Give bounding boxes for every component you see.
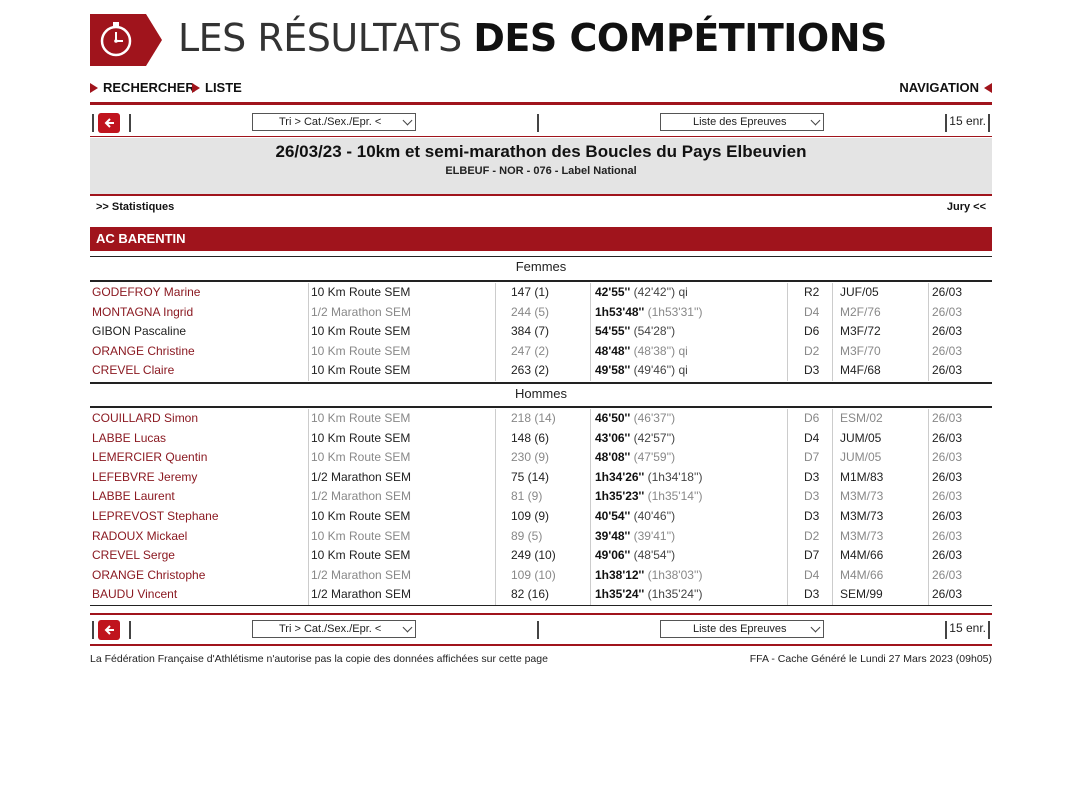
performance-time <box>595 429 675 448</box>
sort-select-value: Tri > Cat./Sex./Epr. < <box>279 116 382 128</box>
table-row <box>90 468 992 488</box>
athlete-name[interactable]: LEMERCIER Quentin <box>92 450 208 465</box>
date: 26/03 <box>932 528 963 543</box>
place: 384 (7) <box>511 324 550 339</box>
jury-link[interactable]: Jury << <box>946 201 986 213</box>
divider <box>90 406 992 408</box>
table-row <box>90 527 992 547</box>
sort-select[interactable] <box>252 113 416 131</box>
event-name: 1/2 Marathon SEM <box>311 469 412 484</box>
place: 147 (1) <box>511 285 550 299</box>
date: 26/03 <box>932 411 963 425</box>
footer-notice: La Fédération Française d'Athlétisme n'autorise pas la copie des données affichées sur cette page <box>90 653 548 665</box>
event-name: 10 Km Route SEM <box>311 324 411 339</box>
divider <box>92 114 94 132</box>
level: D7 <box>804 450 820 465</box>
performance-time <box>595 468 703 487</box>
athlete-name[interactable]: RADOUX Mickael <box>92 528 188 543</box>
divider <box>92 621 94 639</box>
date: 26/03 <box>932 587 963 602</box>
performance-time <box>595 322 675 341</box>
time-main: 1h35'24'' <box>595 587 645 602</box>
divider <box>945 114 947 132</box>
event-name: 10 Km Route SEM <box>311 343 411 358</box>
athlete-name[interactable]: CREVEL Claire <box>92 363 175 378</box>
top-menu <box>90 80 992 98</box>
time-detail: (39'41'') <box>633 528 676 543</box>
date: 26/03 <box>932 509 963 523</box>
time-detail: (49'46'') qi <box>633 363 688 378</box>
date: 26/03 <box>932 469 963 484</box>
club-header: AC BARENTIN <box>90 227 992 251</box>
menu-navigation-label: NAVIGATION <box>899 80 979 95</box>
divider <box>129 114 131 132</box>
level: D3 <box>804 587 820 602</box>
category: M2F/76 <box>840 304 881 319</box>
page-title <box>178 16 887 60</box>
event-name: 10 Km Route SEM <box>311 285 411 299</box>
statistics-link[interactable]: >> Statistiques <box>96 201 175 213</box>
time-detail: (1h38'03'') <box>647 567 703 582</box>
triangle-right-icon <box>192 83 200 93</box>
event-banner <box>90 138 992 194</box>
table-row <box>90 546 992 566</box>
time-main: 1h38'12'' <box>595 567 645 582</box>
place: 109 (9) <box>511 509 550 523</box>
table-row <box>90 361 992 381</box>
sort-select[interactable] <box>252 620 416 638</box>
events-select[interactable] <box>660 620 824 638</box>
table-row <box>90 409 992 429</box>
chevron-down-icon <box>403 623 413 633</box>
date: 26/03 <box>932 304 963 319</box>
event-name: 10 Km Route SEM <box>311 363 411 378</box>
toolbar-top <box>90 111 992 135</box>
place: 218 (14) <box>511 411 556 425</box>
performance-time <box>595 487 703 506</box>
performance-time <box>595 342 688 361</box>
time-main: 48'08'' <box>595 450 631 465</box>
table-row <box>90 566 992 586</box>
time-main: 54'55'' <box>595 324 631 339</box>
time-detail: (42'42'') qi <box>633 285 688 299</box>
athlete-name[interactable]: BAUDU Vincent <box>92 587 178 602</box>
category: SEM/99 <box>840 587 883 602</box>
table-row <box>90 585 992 605</box>
record-count: 15 enr. <box>949 621 986 635</box>
event-name: 10 Km Route SEM <box>311 528 411 543</box>
time-main: 1h53'48'' <box>595 304 645 319</box>
category: M3F/70 <box>840 343 881 358</box>
place: 148 (6) <box>511 430 550 445</box>
time-main: 46'50'' <box>595 411 631 425</box>
time-detail: (1h35'14'') <box>647 489 703 504</box>
back-button[interactable] <box>98 113 120 133</box>
event-name: 10 Km Route SEM <box>311 450 411 465</box>
athlete-name[interactable]: GODEFROY Marine <box>92 285 201 299</box>
divider <box>90 280 992 282</box>
category: M4F/68 <box>840 363 881 378</box>
divider <box>945 621 947 639</box>
time-detail: (40'46'') <box>633 509 676 523</box>
performance-time <box>595 303 703 322</box>
menu-list[interactable] <box>192 80 242 95</box>
category: M3M/73 <box>840 509 884 523</box>
title-light: LES RÉSULTATS <box>178 16 474 60</box>
athlete-name[interactable]: LEFEBVRE Jeremy <box>92 469 198 484</box>
time-main: 1h35'23'' <box>595 489 645 504</box>
category: M4M/66 <box>840 567 884 582</box>
level: D2 <box>804 528 820 543</box>
chevron-down-icon <box>811 623 821 633</box>
chevron-down-icon <box>811 116 821 126</box>
category: M1M/83 <box>840 469 884 484</box>
place: 82 (16) <box>511 587 550 602</box>
table-row <box>90 429 992 449</box>
performance-time <box>595 283 688 302</box>
event-name: 10 Km Route SEM <box>311 430 411 445</box>
event-name: 1/2 Marathon SEM <box>311 489 412 504</box>
category: M3M/73 <box>840 489 884 504</box>
time-main: 49'06'' <box>595 548 631 563</box>
place: 89 (5) <box>511 528 543 543</box>
event-name: 10 Km Route SEM <box>311 548 411 563</box>
section-men: Hommes <box>514 386 567 401</box>
place: 230 (9) <box>511 450 550 465</box>
time-main: 1h34'26'' <box>595 469 645 484</box>
time-detail: (1h53'31'') <box>647 304 703 319</box>
menu-navigation[interactable] <box>899 80 992 95</box>
table-row <box>90 322 992 342</box>
category: ESM/02 <box>840 411 883 425</box>
performance-time <box>595 409 675 428</box>
record-count: 15 enr. <box>949 114 986 128</box>
divider <box>90 382 992 384</box>
table-row <box>90 487 992 507</box>
time-detail: (46'37'') <box>633 411 676 425</box>
time-detail: (48'38'') qi <box>633 343 688 358</box>
table-row <box>90 303 992 323</box>
time-detail: (54'28'') <box>633 324 676 339</box>
athlete-name[interactable]: CREVEL Serge <box>92 548 175 563</box>
athlete-name: GIBON Pascaline <box>92 324 187 339</box>
divider <box>537 621 539 639</box>
level: D4 <box>804 304 820 319</box>
time-main: 40'54'' <box>595 509 631 523</box>
time-detail: (1h35'24'') <box>647 587 703 602</box>
level: D3 <box>804 363 820 378</box>
date: 26/03 <box>932 567 963 582</box>
events-select[interactable] <box>660 113 824 131</box>
performance-time <box>595 585 703 604</box>
arrow-left-icon <box>103 117 115 129</box>
triangle-right-icon <box>90 83 98 93</box>
place: 247 (2) <box>511 343 550 358</box>
arrow-left-icon <box>103 624 115 636</box>
event-title: 26/03/23 - 10km et semi-marathon des Boucles du Pays Elbeuvien <box>275 142 807 161</box>
category: M4M/66 <box>840 548 884 563</box>
toolbar-bottom <box>90 618 992 642</box>
level: D6 <box>804 324 820 339</box>
time-detail: (42'57'') <box>633 430 676 445</box>
date: 26/03 <box>932 285 963 299</box>
time-main: 43'06'' <box>595 430 631 445</box>
time-main: 42'55'' <box>595 285 631 299</box>
table-row <box>90 507 992 527</box>
category: JUM/05 <box>840 450 882 465</box>
table-row <box>90 448 992 468</box>
divider <box>129 621 131 639</box>
performance-time <box>595 507 675 526</box>
events-select-value: Liste des Epreuves <box>693 623 787 635</box>
divider <box>90 605 992 606</box>
date: 26/03 <box>932 548 963 563</box>
place: 109 (10) <box>511 567 556 582</box>
level: D6 <box>804 411 820 425</box>
level: D3 <box>804 509 820 523</box>
performance-time <box>595 566 703 585</box>
time-detail: (47'59'') <box>633 450 676 465</box>
date: 26/03 <box>932 343 963 358</box>
table-row <box>90 342 992 362</box>
time-main: 49'58'' <box>595 363 631 378</box>
date: 26/03 <box>932 430 963 445</box>
date: 26/03 <box>932 363 963 378</box>
athlete-name[interactable]: LABBE Laurent <box>92 489 175 504</box>
section-women: Femmes <box>515 259 567 274</box>
level: D3 <box>804 489 820 504</box>
date: 26/03 <box>932 450 963 465</box>
divider <box>90 136 992 137</box>
event-name: 1/2 Marathon SEM <box>311 567 412 582</box>
athlete-name[interactable]: ORANGE Christine <box>92 343 195 358</box>
divider <box>988 621 990 639</box>
date: 26/03 <box>932 324 963 339</box>
place: 75 (14) <box>511 469 550 484</box>
back-button[interactable] <box>98 620 120 640</box>
divider <box>90 102 992 105</box>
performance-time <box>595 448 675 467</box>
sort-select-value: Tri > Cat./Sex./Epr. < <box>279 623 382 635</box>
table-row <box>90 283 992 303</box>
athlete-name[interactable]: LEPREVOST Stephane <box>92 509 219 523</box>
level: D7 <box>804 548 820 563</box>
time-detail: (1h34'18'') <box>647 469 703 484</box>
time-main: 48'48'' <box>595 343 631 358</box>
date: 26/03 <box>932 489 963 504</box>
athlete-name[interactable]: LABBE Lucas <box>92 430 167 445</box>
athlete-name[interactable]: MONTAGNA Ingrid <box>92 304 194 319</box>
page-header <box>90 0 992 78</box>
level: D4 <box>804 567 820 582</box>
performance-time <box>595 546 675 565</box>
time-detail: (48'54'') <box>633 548 676 563</box>
category: M3F/72 <box>840 324 881 339</box>
athlete-name[interactable]: ORANGE Christophe <box>92 567 206 582</box>
event-name: 1/2 Marathon SEM <box>311 304 412 319</box>
performance-time <box>595 527 675 546</box>
divider <box>988 114 990 132</box>
level: D3 <box>804 469 820 484</box>
footer-cache-info: FFA - Cache Généré le Lundi 27 Mars 2023 (09h05) <box>749 653 992 665</box>
divider <box>90 644 992 646</box>
athlete-name[interactable]: COUILLARD Simon <box>92 411 199 425</box>
category: JUF/05 <box>840 285 879 299</box>
menu-list-label: LISTE <box>205 80 242 95</box>
place: 81 (9) <box>511 489 543 504</box>
stopwatch-logo-icon <box>90 14 162 66</box>
performance-time <box>595 361 688 380</box>
menu-search-label: RECHERCHER <box>103 80 195 95</box>
title-bold: DES COMPÉTITIONS <box>473 16 887 60</box>
event-name: 10 Km Route SEM <box>311 411 411 425</box>
events-select-value: Liste des Epreuves <box>693 116 787 128</box>
category: JUM/05 <box>840 430 882 445</box>
menu-search[interactable] <box>90 80 195 95</box>
triangle-left-icon <box>984 83 992 93</box>
divider <box>90 256 992 257</box>
place: 244 (5) <box>511 304 550 319</box>
time-main: 39'48'' <box>595 528 631 543</box>
stats-jury-links <box>90 201 992 217</box>
place: 263 (2) <box>511 363 550 378</box>
category: M3M/73 <box>840 528 884 543</box>
page <box>90 0 992 665</box>
place: 249 (10) <box>511 548 556 563</box>
divider <box>90 613 992 615</box>
event-subtitle: ELBEUF - NOR - 076 - Label National <box>445 165 637 177</box>
divider <box>90 194 992 196</box>
event-name: 1/2 Marathon SEM <box>311 587 412 602</box>
level: R2 <box>804 285 820 299</box>
divider <box>537 114 539 132</box>
level: D2 <box>804 343 820 358</box>
chevron-down-icon <box>403 116 413 126</box>
level: D4 <box>804 430 820 445</box>
event-name: 10 Km Route SEM <box>311 509 411 523</box>
